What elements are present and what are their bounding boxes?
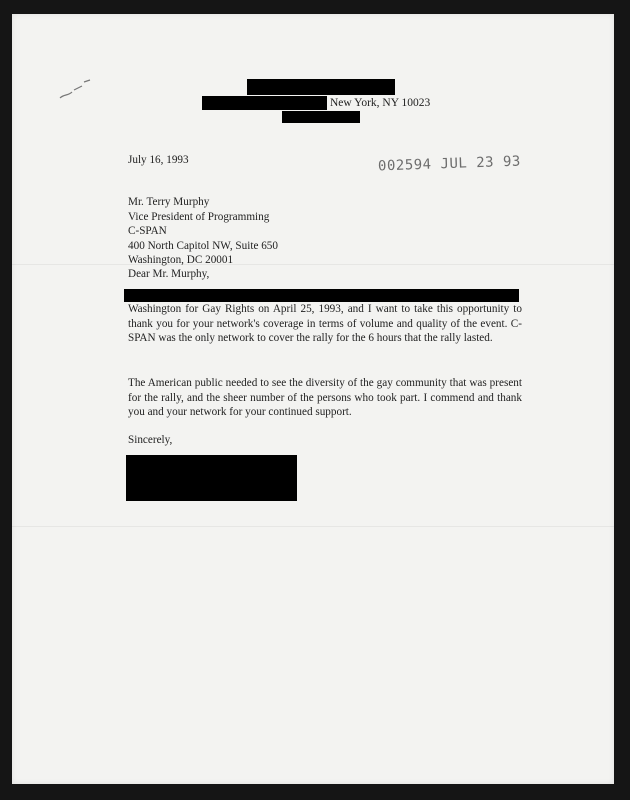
salutation: Dear Mr. Murphy,: [128, 268, 210, 280]
recipient-name: Mr. Terry Murphy: [128, 196, 210, 208]
redacted-letterhead-street: [202, 96, 327, 110]
body-paragraph-1: Washington for Gay Rights on April 25, 1993, and I want to take this opportunity to thank you for your network's coverage in terms of volume and quality of the event. C-SPAN was the only network to cover the rally for the 6 hours that the rally lasted.: [128, 303, 522, 345]
recipient-address: [128, 195, 278, 268]
recipient-title: Vice President of Programming: [128, 210, 270, 223]
recipient-street: 400 North Capitol NW, Suite 650: [128, 239, 278, 252]
letter-page: [12, 14, 614, 784]
fold-line-lower: [12, 526, 614, 527]
redacted-body-line: [124, 289, 519, 302]
pencil-mark: [56, 76, 96, 104]
redacted-signature: [126, 455, 297, 501]
body-paragraph-2: The American public needed to see the diversity of the gay community that was present for the rally, and the sheer number of the persons who took part. I commend and thank you and your network for your continued support.: [128, 377, 522, 419]
redacted-letterhead-name: [247, 79, 395, 95]
redacted-letterhead-phone: [282, 111, 360, 123]
fold-line-upper: [12, 264, 614, 265]
letterhead-city: New York, NY 10023: [330, 97, 431, 109]
letter-date: July 16, 1993: [128, 154, 189, 166]
closing: Sincerely,: [128, 434, 173, 446]
received-stamp: 002594 JUL 23 93: [377, 153, 522, 175]
recipient-organization: C-SPAN: [128, 225, 167, 238]
recipient-city: Washington, DC 20001: [128, 254, 234, 267]
